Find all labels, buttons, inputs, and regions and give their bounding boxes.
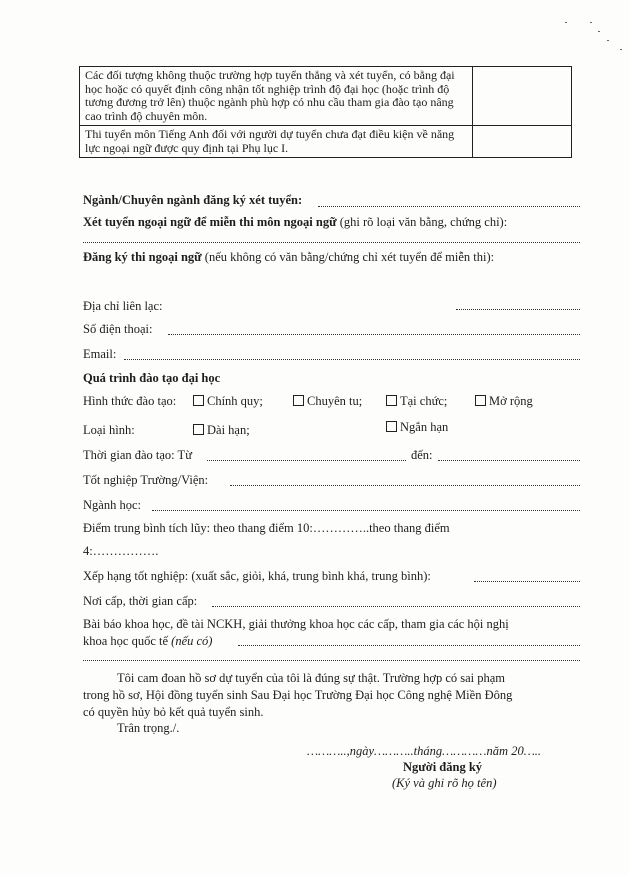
rank-label: Xếp hạng tốt nghiệp: (xuất sắc, giỏi, khá, trung bình khá, trung bình): <box>83 569 431 583</box>
email-field[interactable] <box>124 359 580 360</box>
commitment-line-1: Tôi cam đoan hồ sơ dự tuyển của tôi là đúng sự thật. Trường hợp có sai phạm <box>117 671 506 685</box>
criteria-text: Thi tuyển môn Tiếng Anh đối với người dự tuyển chưa đạt điều kiện về năng lực ngoại ngữ được quy định tại Phụ lục I. <box>80 126 473 158</box>
signer-title: Người đăng ký <box>403 760 483 774</box>
foreign-exam-note: (nếu không có văn bằng/chứng chỉ xét tuyển để miễn thi): <box>204 250 495 264</box>
school-field[interactable] <box>230 485 580 486</box>
checkbox-label: Chuyên tu; <box>307 394 363 408</box>
period-from-field[interactable] <box>207 460 406 461</box>
signer-note: (Ký và ghi rõ họ tên) <box>392 776 497 790</box>
address-label: Địa chỉ liên lạc: <box>83 299 163 313</box>
criteria-text: Các đối tượng không thuộc trường hợp tuyển thẳng và xét tuyển, có bằng đại học hoặc có quyết định công nhận tốt nghiệp trình độ đại học (hoặc trình độ tương đương trở lên) thuộc ngành phù hợp có nhu cầu tham gia đào tạo nâng cao trình độ chuyên môn. <box>80 67 473 126</box>
field-input[interactable] <box>152 510 580 511</box>
address-field[interactable] <box>456 309 580 310</box>
major-field[interactable] <box>318 206 580 207</box>
phone-label: Số điện thoại: <box>83 322 153 336</box>
section-title: Quá trình đào tạo đại học <box>83 371 221 385</box>
scan-speck <box>620 49 622 50</box>
checkbox-icon <box>386 421 397 432</box>
criteria-mark-cell[interactable] <box>473 67 572 126</box>
papers-field-extra[interactable] <box>83 660 580 661</box>
papers-line-1: Bài báo khoa học, đề tài NCKH, giải thưởng khoa học các cấp, tham gia các hội nghị <box>83 617 509 631</box>
commitment-line-3: có quyền hủy bỏ kết quả tuyển sinh. <box>83 705 264 719</box>
period-from-label: Thời gian đào tạo: Từ <box>83 448 192 462</box>
checkbox-icon <box>475 395 486 406</box>
checkbox-dai-han[interactable] <box>193 423 250 438</box>
papers-label: khoa học quốc tế <box>83 634 169 648</box>
commitment-line-2: trong hồ sơ, Hội đồng tuyển sinh Sau Đại học Trường Đại học Công nghệ Miền Đông <box>83 688 513 702</box>
date-line: ………..,ngày………..tháng…………năm 20….. <box>307 744 542 758</box>
period-to-label: đến: <box>411 448 433 462</box>
checkbox-icon <box>193 395 204 406</box>
closing: Trân trọng./. <box>117 721 180 735</box>
scan-speck <box>607 40 609 41</box>
checkbox-icon <box>193 424 204 435</box>
checkbox-label: Chính quy; <box>207 394 263 408</box>
foreign-exempt-label: Xét tuyển ngoại ngữ để miễn thi môn ngoại ngữ <box>83 215 337 229</box>
type-label: Loại hình: <box>83 423 135 437</box>
checkbox-label: Mở rộng <box>489 394 533 408</box>
gpa-line-2: 4:……………. <box>83 544 159 558</box>
criteria-table <box>79 66 572 158</box>
papers-field[interactable] <box>238 645 580 646</box>
checkbox-label: Tại chức; <box>400 394 448 408</box>
issued-field[interactable] <box>212 606 580 607</box>
checkbox-tai-chuc[interactable] <box>386 394 447 409</box>
major-label: Ngành/Chuyên ngành đăng ký xét tuyển: <box>83 193 303 207</box>
scan-speck <box>590 22 592 23</box>
checkbox-icon <box>386 395 397 406</box>
school-label: Tốt nghiệp Trường/Viện: <box>83 473 209 487</box>
gpa-line-1: Điểm trung bình tích lũy: theo thang điểm 10:…………..theo thang điểm <box>83 521 450 535</box>
field-label: Ngành học: <box>83 498 141 512</box>
scan-speck <box>598 31 600 32</box>
foreign-exam-row <box>83 250 494 265</box>
checkbox-mo-rong[interactable] <box>475 394 533 409</box>
foreign-exempt-note: (ghi rõ loại văn bằng, chứng chỉ): <box>339 215 508 229</box>
rank-field[interactable] <box>474 581 580 582</box>
email-label: Email: <box>83 347 117 361</box>
checkbox-chinh-quy[interactable] <box>193 394 263 409</box>
checkbox-chuyen-tu[interactable] <box>293 394 362 409</box>
papers-line-2 <box>83 634 212 649</box>
foreign-exempt-field[interactable] <box>83 242 580 243</box>
phone-field[interactable] <box>168 334 580 335</box>
criteria-mark-cell[interactable] <box>473 126 572 158</box>
foreign-exam-label: Đăng ký thi ngoại ngữ <box>83 250 202 264</box>
training-form-label: Hình thức đào tạo: <box>83 394 177 408</box>
issued-label: Nơi cấp, thời gian cấp: <box>83 594 198 608</box>
papers-note: (nếu có) <box>171 634 213 648</box>
checkbox-icon <box>293 395 304 406</box>
table-row <box>80 67 572 126</box>
table-row <box>80 126 572 158</box>
checkbox-label: Dài hạn; <box>207 423 250 437</box>
scan-speck <box>565 22 567 23</box>
checkbox-label: Ngắn hạn <box>400 420 449 434</box>
period-to-field[interactable] <box>438 460 580 461</box>
foreign-exempt-row <box>83 215 507 230</box>
checkbox-ngan-han[interactable] <box>386 420 448 435</box>
